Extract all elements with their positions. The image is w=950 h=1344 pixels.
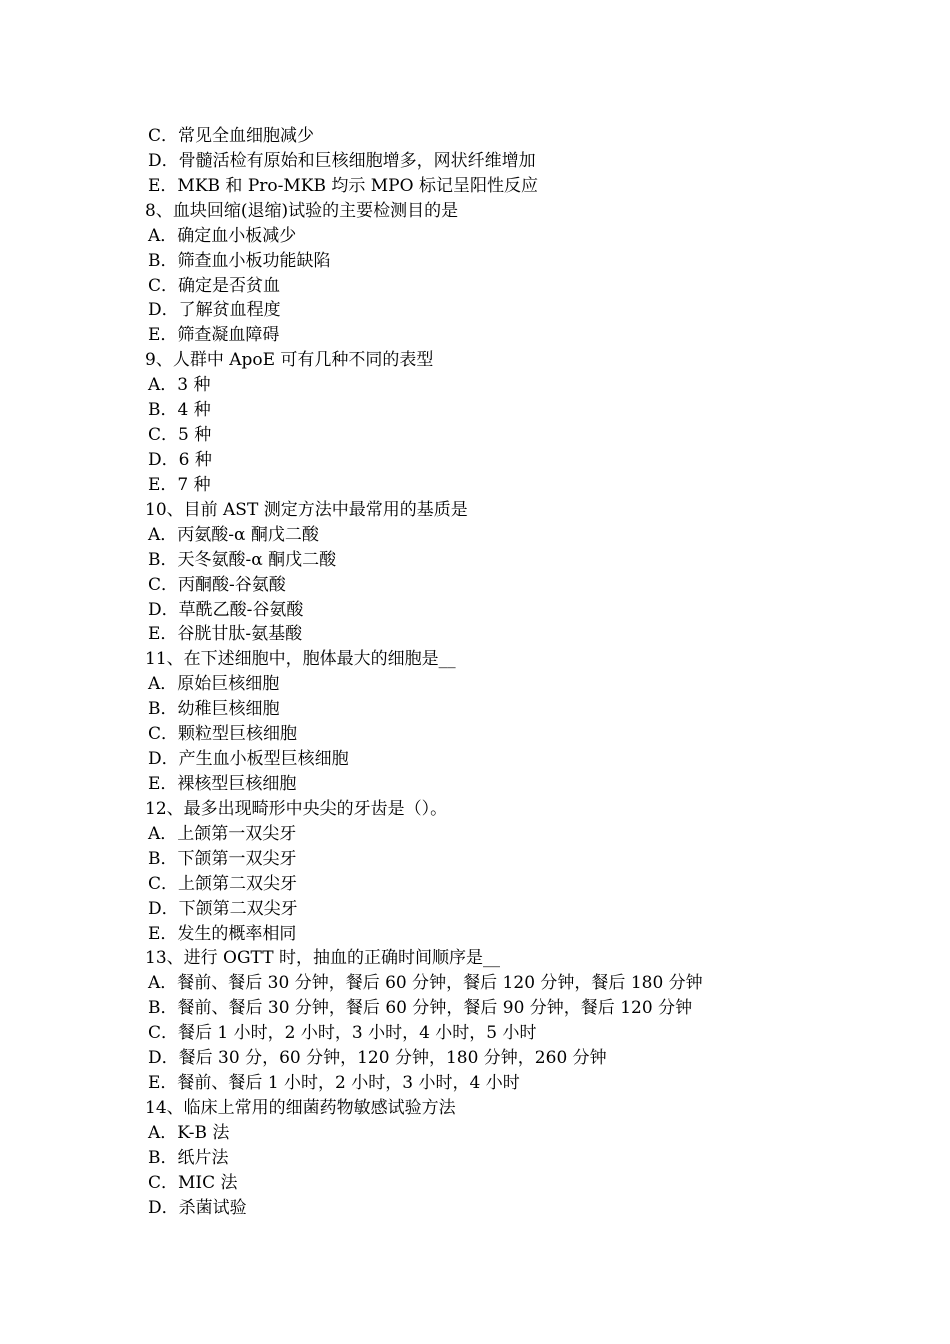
answer-option: A．上颌第一双尖牙	[148, 823, 297, 844]
answer-option: A．餐前、餐后 30 分钟，餐后 60 分钟，餐后 120 分钟，餐后 180 分钟	[148, 973, 703, 994]
answer-option: E．MKB 和 Pro-MKB 均示 MPO 标记呈阳性反应	[148, 175, 538, 196]
answer-option: D．杀菌试验	[148, 1197, 247, 1218]
answer-option: D．草酰乙酸-谷氨酸	[148, 599, 304, 620]
answer-option: E．餐前、餐后 1 小时，2 小时，3 小时，4 小时	[148, 1073, 520, 1094]
answer-option: B．餐前、餐后 30 分钟，餐后 60 分钟，餐后 90 分钟，餐后 120 分钟	[148, 998, 693, 1019]
question-stem: 9、人群中 ApoE 可有几种不同的表型	[145, 350, 434, 371]
answer-option: A．确定血小板减少	[148, 225, 297, 246]
question-stem: 8、血块回缩(退缩)试验的主要检测目的是	[145, 200, 459, 221]
answer-option: D．产生血小板型巨核细胞	[148, 749, 349, 770]
answer-option: C．上颌第二双尖牙	[148, 873, 298, 894]
answer-option: C．颗粒型巨核细胞	[148, 724, 298, 745]
answer-option: D．6 种	[148, 449, 212, 470]
question-stem: 14、临床上常用的细菌药物敏感试验方法	[145, 1097, 456, 1118]
answer-option: B．下颌第一双尖牙	[148, 848, 297, 869]
answer-option: D．骨髓活检有原始和巨核细胞增多，网状纤维增加	[148, 150, 536, 171]
answer-option: E．发生的概率相同	[148, 923, 297, 944]
answer-option: C．5 种	[148, 425, 212, 446]
answer-option: C．丙酮酸-谷氨酸	[148, 574, 286, 595]
answer-option: E．裸核型巨核细胞	[148, 773, 297, 794]
question-stem: 13、进行 OGTT 时，抽血的正确时间顺序是__	[145, 948, 500, 969]
answer-option: C．MIC 法	[148, 1172, 238, 1193]
answer-option: D．餐后 30 分，60 分钟，120 分钟，180 分钟，260 分钟	[148, 1048, 607, 1069]
answer-option: E．谷胱甘肽-氨基酸	[148, 624, 303, 645]
question-stem: 12、最多出现畸形中央尖的牙齿是（）。	[145, 798, 448, 819]
answer-option: B．天冬氨酸-α 酮戊二酸	[148, 549, 337, 570]
answer-option: E．7 种	[148, 474, 211, 495]
answer-option: B．4 种	[148, 400, 211, 421]
answer-option: E．筛查凝血障碍	[148, 325, 280, 346]
answer-option: C．餐后 1 小时，2 小时，3 小时，4 小时，5 小时	[148, 1023, 537, 1044]
answer-option: B．幼稚巨核细胞	[148, 699, 280, 720]
answer-option: A．原始巨核细胞	[148, 674, 280, 695]
answer-option: A．K-B 法	[148, 1122, 230, 1143]
answer-option: A．丙氨酸-α 酮戊二酸	[148, 524, 319, 545]
question-stem: 11、在下述细胞中，胞体最大的细胞是__	[145, 649, 456, 670]
answer-option: B．筛查血小板功能缺陷	[148, 250, 331, 271]
answer-option: C．常见全血细胞减少	[148, 126, 315, 146]
answer-option: A．3 种	[148, 375, 211, 396]
answer-option: D．了解贫血程度	[148, 300, 281, 321]
answer-option: D．下颌第二双尖牙	[148, 898, 298, 919]
answer-option: C．确定是否贫血	[148, 275, 281, 296]
answer-option: B．纸片法	[148, 1147, 229, 1168]
document-body	[145, 124, 845, 1221]
question-stem: 10、目前 AST 测定方法中最常用的基质是	[145, 499, 468, 520]
